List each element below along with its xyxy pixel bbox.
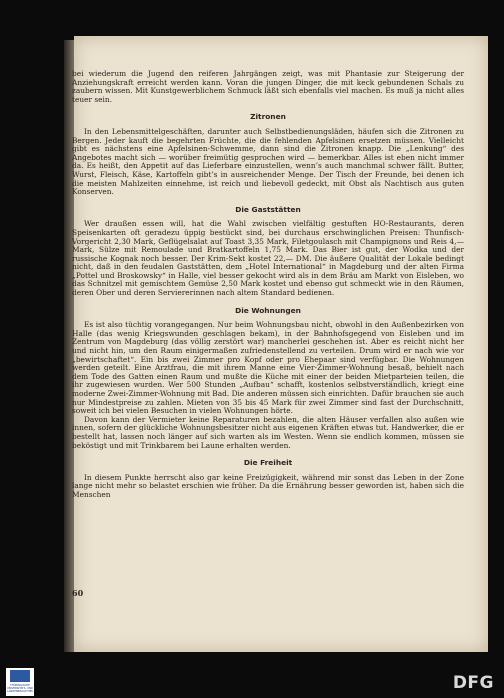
paragraph: Wer draußen essen will, hat die Wahl zwischen vielfältig gestuften HO-Restaurants, deren Speisenkarten oft geradezu üppig bestückt sind, bei durchaus erschwinglichen Preisen: Thunfisch-Vorgericht 2,30 Mark, Geflügelsalat auf Toast 3,35 Mark, Filetgoulasch mit Champignons und Reis 4,—Mark, Sülze mit Remoulade und Bratkartoffeln 1,75 Mark. Das Bier ist gut, der Wodka und der russische Kognak noch besser. Der Krim-Sekt kostet 22,— DM. Die äußere Qualität der Lokale bedingt nicht, daß in den feudalen Gaststätten, dem „Hotel International“ in Magdeburg und der alten Firma „Pottel und Broskowsky“ in Halle, viel besser gekocht wird als in dem Bräu am Markt von Eisleben, wo das Schnitzel mit gemischtem Gemüse 2,50 Mark kostet und ebenso gut schmeckt wie in den Räumen, deren Ober und deren Serviererinnen nach altem Standard bedienen. bbox=[72, 219, 464, 298]
dfg-logo[interactable]: DFG bbox=[452, 673, 494, 693]
page-number: 60 bbox=[72, 588, 84, 598]
section-heading: Die Gaststätten bbox=[235, 204, 301, 214]
paragraph: Davon kann der Vermieter keine Reparaturen bezahlen, die alten Häuser verfallen also außen wie innen, sofern der glückliche Wohnungsbesitzer nicht aus eigenen Kräften etwas tut. Handwerker, die er bestellt hat, lassen noch länger auf sich warten als im Westen. Wenn sie endlich kommen, müssen sie beköstigt und mit Trinkbarem bei Laune erhalten werden. bbox=[72, 414, 464, 450]
paragraph: Es ist also tüchtig vorangegangen. Nur beim Wohnungsbau nicht, obwohl in den Außenbezirken von Halle (das wenig Kriegswunden geschlagen bekam), in der Bahnhofsgegend von Eisleben und im Zentrum von Magdeburg (das völlig zerstört war) mancherlei geschehen ist. Aber es reicht nicht her und nicht hin, um den Raum einigermaßen zufriedenstellend zu verteilen. Drum wird er nach wie vor „bewirtschaftet“. Ein bis zwei Zimmer pro Kopf oder pro Ehepaar sind verfügbar. Die Wohnungen werden geteilt. Eine Arztfrau, die mit ihrem Manne eine Vier-Zimmer-Wohnung besaß, behielt nach dem Tode des Gatten einen Raum und mußte die Küche mit einer der beiden Mietparteien teilen, die ihr zugewiesen wurden. Wer 500 Stunden „Aufbau“ schafft, kostenlos selbstverständlich, kriegt eine moderne Zwei-Zimmer-Wohnung mit Bad. Die anderen müssen sich einrichten. Dafür brauchen sie auch nur Mindestpreise zu zahlen. Mieten von 35 bis 45 Mark für zwei Zimmer sind fast der Durchschnitt, soweit ich bei vielen Besuchen in vielen Wohnungen hörte. bbox=[72, 320, 464, 416]
paragraph: bei wiederum die Jugend den reiferen Jahrgängen zeigt, was mit Phantasie zur Steigerung der Anziehungskraft erreicht werden kann. Voran die jungen Dinger, die mit keck gebundenen Schals zu zaubern wissen. Mit Kunstgewerblichem Schmuck läßt sich ebenfalls viel machen. Es muß ja nicht alles teuer sein. bbox=[72, 69, 464, 104]
paragraph: In den Lebensmittelgeschäften, darunter auch Selbstbedienungsläden, häufen sich die Zitronen zu Bergen. Jeder kauft die begehrten Früchte, die die fehlenden Apfelsinen ersetzen müssen. Vielleicht gibt es nächstens eine Apfelsinen-Schwemme, dann sind die Zitronen knapp. Die „Lenkung“ des Angebotes macht sich — worüber freimütig gesprochen wird — bemerkbar. Alles ist eben nicht immer da. Es heißt, den Appetit auf das Lieferbare einzustellen, wenn’s auch manchmal schwer fällt. Butter, Wurst, Fleisch, Käse, Kartoffeln gibt’s in ausreichender Menge. Der Tisch der Freunde, bei denen ich die meisten Mahlzeiten einnehme, ist reich und liebevoll gedeckt, mit Obst als Nachtisch aus guten Konserven. bbox=[72, 126, 464, 197]
page-text bbox=[72, 70, 464, 500]
library-logo[interactable] bbox=[6, 668, 34, 696]
library-logo-text: THÜRINGISCHE UNIVERSITÄTS- UND LANDESBIBLIOTHEK bbox=[6, 684, 33, 693]
viewer-footer bbox=[0, 666, 504, 698]
library-logo-icon bbox=[10, 670, 30, 682]
paragraph: In diesem Punkte herrscht also gar keine Freizügigkeit, während mir sonst das Leben in der Zone lange nicht mehr so belastet erschien wie früher. Da die Ernährung besser geworden ist, haben sich die Menschen bbox=[72, 472, 464, 499]
section-heading: Die Wohnungen bbox=[235, 305, 301, 315]
section-heading: Die Freiheit bbox=[243, 458, 293, 468]
section-heading: Zitronen bbox=[250, 112, 286, 122]
